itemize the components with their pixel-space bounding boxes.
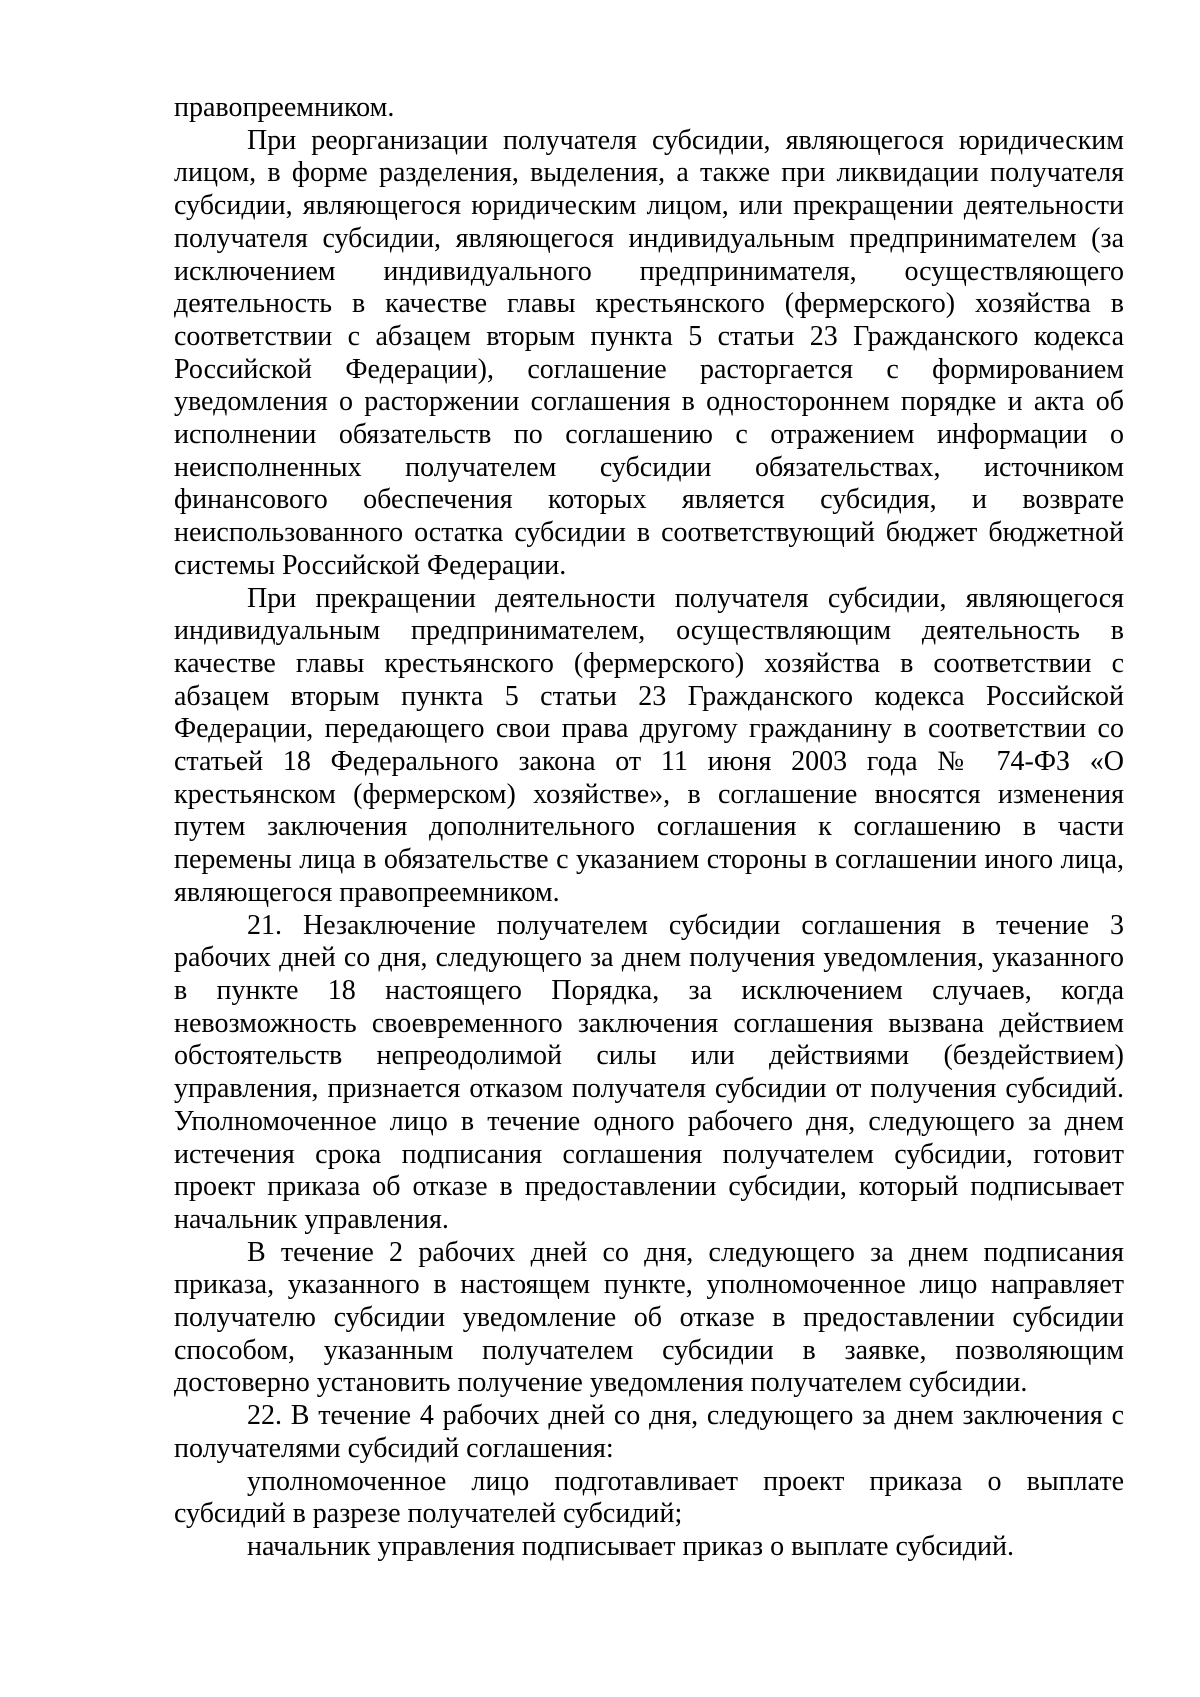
paragraph-order-sign: начальник управления подписывает приказ о выплате субсидий. bbox=[247, 1530, 1015, 1562]
paragraph-continuation: правопреемником. bbox=[174, 92, 395, 123]
paragraph-item-21: 21. Незаключение получателем субсидии соглашения в течение 3 рабочих дней со дня, следующего за днем получения уведомления, указанного в пункте 18 настоящего Порядка, за исключением случаев, когда невозможность своевременного заключения соглашения вызвана действием обстоятельств непреодолимой силы или действиями (бездействием) управления, признается отказом получателя субсидии от получения субсидий. Уполномоченное лицо в течение одного рабочего дня, следующего за днем истечения срока подписания соглашения получателем субсидии, готовит проект приказа об отказе в предоставлении субсидии, который подписывает начальник управления. bbox=[174, 909, 1124, 1235]
paragraph-reorganization: При реорганизации получателя субсидии, являющегося юридическим лицом, в форме разделения, выделения, а также при ликвидации получателя субсидии, являющегося юридическим лицом, или прекращении деятельности получателя субсидии, являющегося индивидуальным предпринимателем (за исключением индивидуального предпринимателя, осуществляющего деятельность в качестве главы крестьянского (фермерского) хозяйства в соответствии с абзацем вторым пункта 5 статьи 23 Гражданского кодекса Российской Федерации), соглашение расторгается с формированием уведомления о расторжении соглашения в одностороннем порядке и акта об исполнении обязательств по соглашению с отражением информации о неисполненных получателем субсидии обязательствах, источником финансового обеспечения которых является субсидия, и возврате неиспользованного остатка субсидии в соответствующий бюджет бюджетной системы Российской Федерации. bbox=[174, 124, 1124, 581]
paragraph-order-draft: уполномоченное лицо подготавливает проект приказа о выплате субсидий в разрезе получателей субсидий; bbox=[174, 1465, 1124, 1530]
paragraph-item-22: 22. В течение 4 рабочих дней со дня, следующего за днем заключения с получателями субсидий соглашения: bbox=[174, 1400, 1124, 1464]
paragraph-termination-farm: При прекращении деятельности получателя субсидии, являющегося индивидуальным предпринимателем, осуществляющим деятельность в качестве главы крестьянского (фермерского) хозяйства в соответствии с абзацем вторым пункта 5 статьи 23 Гражданского кодекса Российской Федерации, передающего свои права другому гражданину в соответствии со статьей 18 Федерального закона от 11 июня 2003 года № 74-ФЗ «О крестьянском (фермерском) хозяйстве», в соглашение вносятся изменения путем заключения дополнительного соглашения к соглашению в части перемены лица в обязательстве с указанием стороны в соглашении иного лица, являющегося правопреемником. bbox=[174, 582, 1124, 908]
document-page bbox=[174, 92, 1124, 1564]
paragraph-refusal-notice: В течение 2 рабочих дней со дня, следующего за днем подписания приказа, указанного в настоящем пункте, уполномоченное лицо направляет получателю субсидии уведомление об отказе в предоставлении субсидии способом, указанным получателем субсидии в заявке, позволяющим достоверно установить получение уведомления получателем субсидии. bbox=[174, 1236, 1124, 1399]
